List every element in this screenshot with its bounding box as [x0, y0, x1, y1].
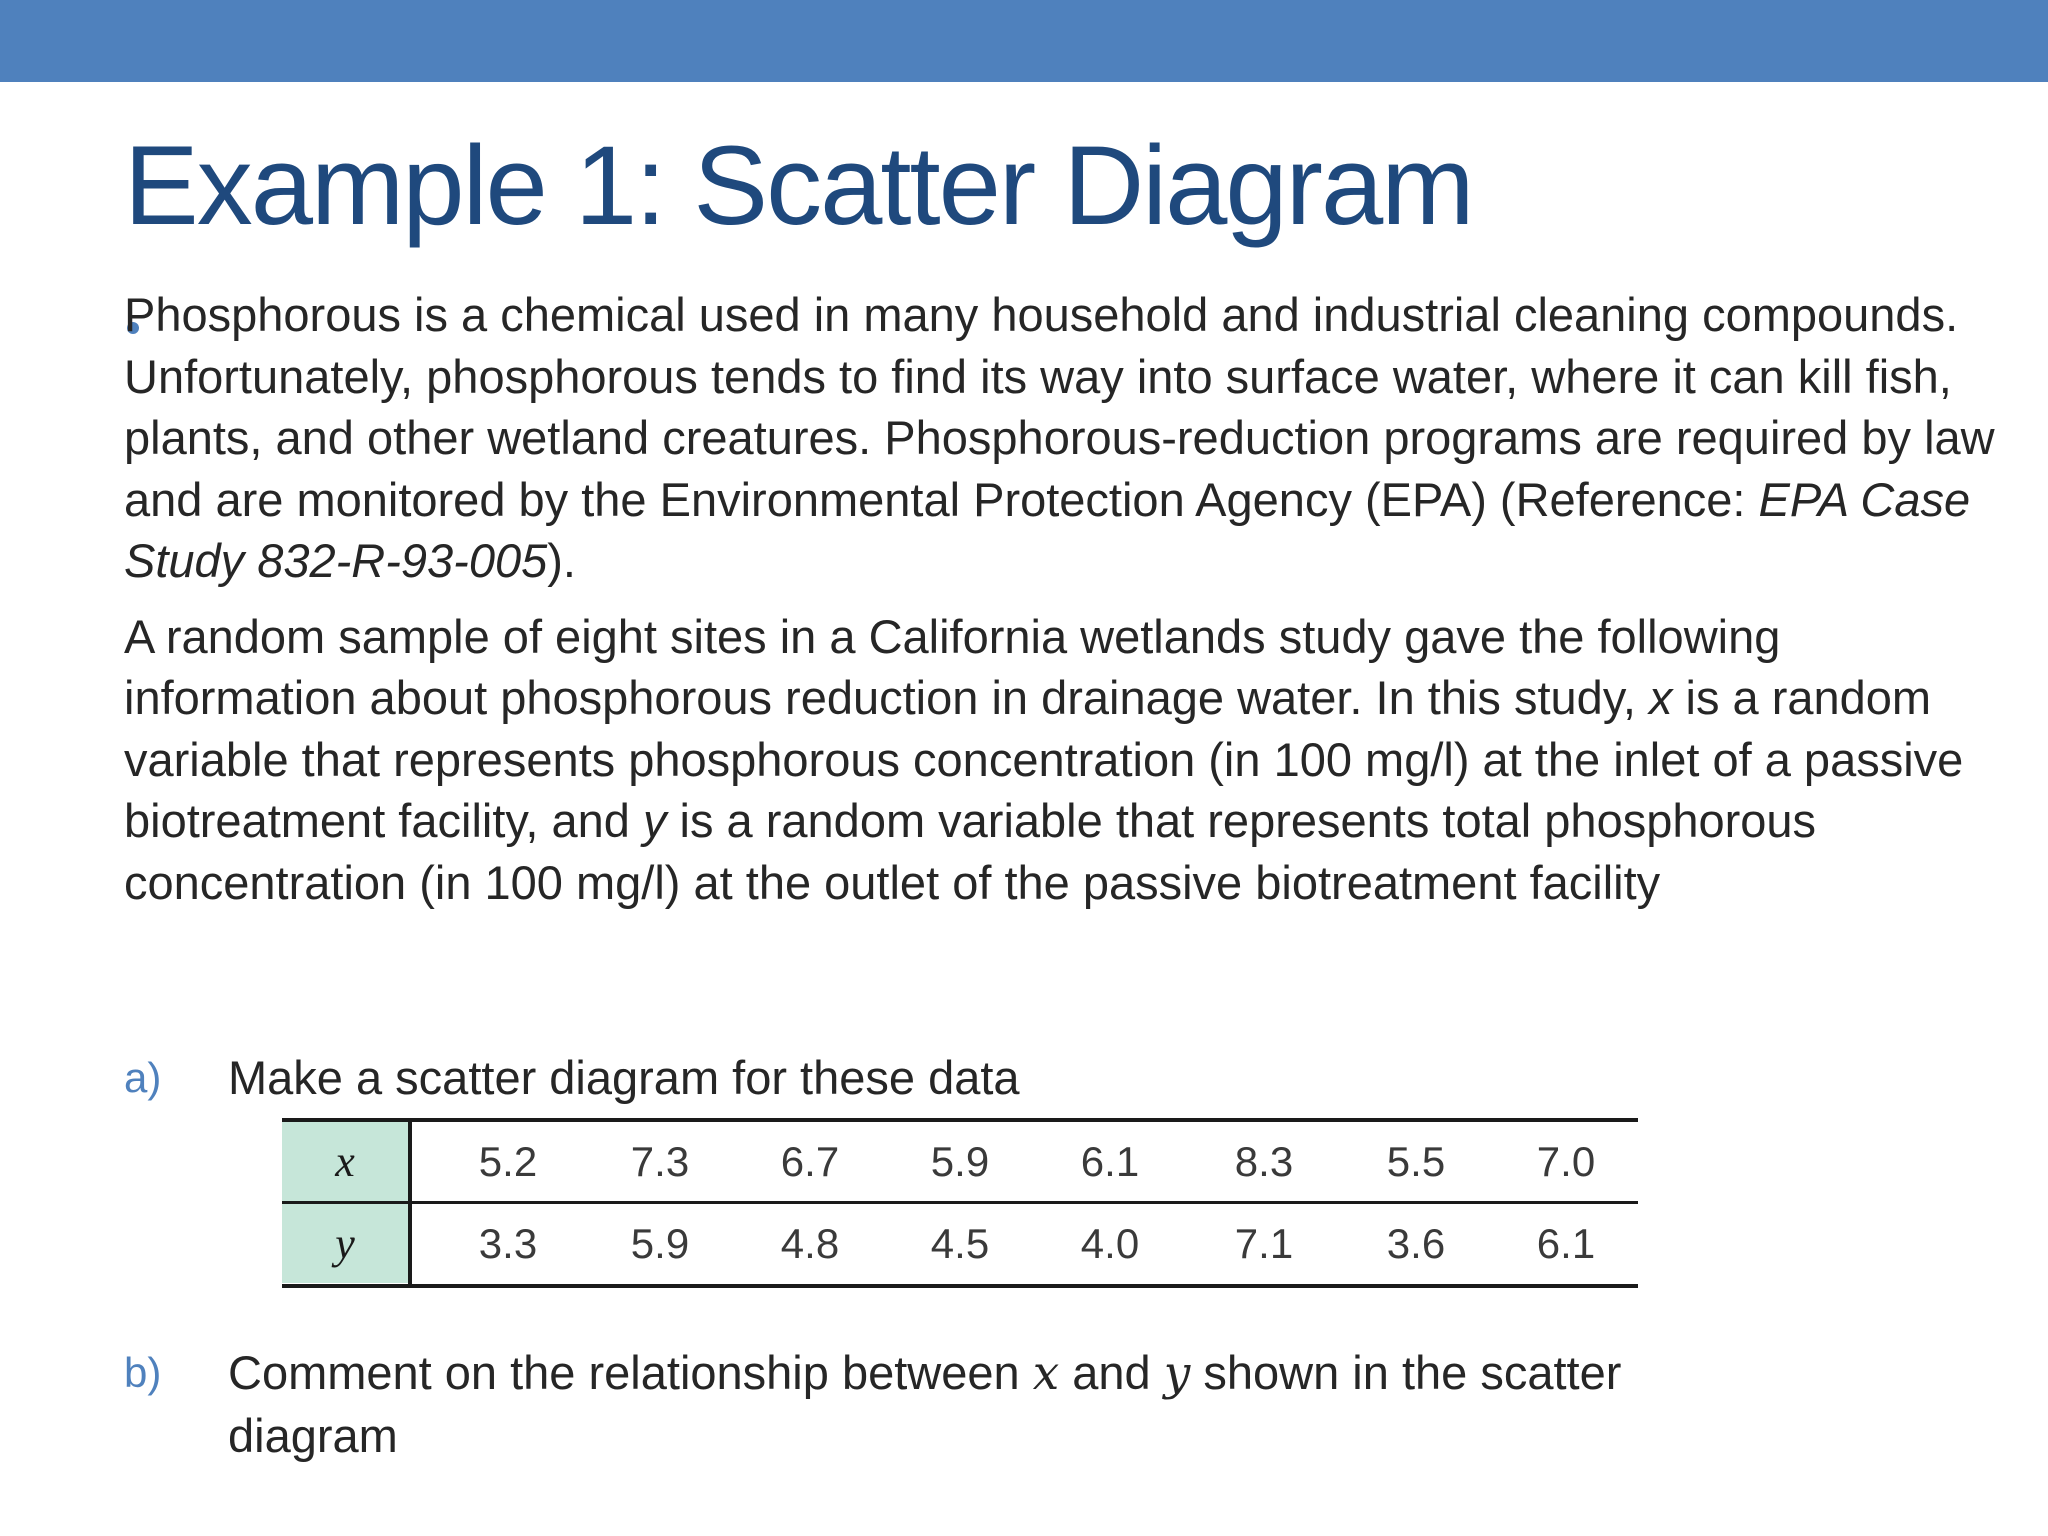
cell-y: 4.8: [780, 1220, 840, 1267]
reference-citation: EPA Case Study 832-R-93-005: [124, 472, 1971, 587]
cell-y: 3.6: [1386, 1220, 1446, 1267]
question-b: [124, 1342, 1824, 1466]
cell-x: 5.9: [930, 1138, 990, 1185]
variable-y: y: [1163, 1346, 1191, 1401]
paragraph-study: [124, 606, 2004, 914]
paragraph-intro: [124, 284, 2004, 592]
table-divider: [408, 1122, 412, 1284]
question-b-text-2: and: [1059, 1346, 1164, 1399]
row-label-x: x: [282, 1122, 408, 1201]
question-b-text-1: Comment on the relationship between: [228, 1346, 1033, 1399]
slide-body: [124, 284, 2004, 913]
top-banner: [0, 0, 2048, 82]
question-a-text: Make a scatter diagram for these data: [228, 1051, 1020, 1104]
cell-x: 7.0: [1536, 1138, 1596, 1185]
study-text-1: A random sample of eight sites in a California wetlands study gave the following information about phosphorous reduction in drainage water. In this study,: [124, 609, 1781, 724]
intro-text: Phosphorous is a chemical used in many household and industrial cleaning compounds. Unfortunately, phosphorous tends to find its way into surface water, where it can kill fish, plants, and other wetland creatures. Phosphorous-reduction programs are required by law and are monitored by the Environmental Protection Agency (EPA) (Reference:: [124, 288, 1995, 526]
variable-x: x: [1648, 671, 1673, 724]
cell-y: 6.1: [1536, 1220, 1596, 1267]
question-b-marker: b): [124, 1349, 162, 1396]
question-a: [124, 1047, 1824, 1109]
cell-y: 7.1: [1234, 1220, 1294, 1267]
cell-y: 3.3: [478, 1220, 538, 1267]
intro-text-end: ).: [547, 534, 576, 587]
variable-y: y: [643, 794, 667, 847]
question-b-text-4: diagram: [228, 1408, 398, 1462]
cell-x: 7.3: [630, 1138, 690, 1185]
row-label-y: y: [282, 1204, 408, 1283]
variable-x: x: [1032, 1346, 1060, 1401]
cell-x: 6.1: [1080, 1138, 1140, 1185]
study-text-3: is a random variable that represents total phosphorous concentration (in 100 mg/l) at the outlet of the passive biotreatment facility: [124, 794, 1817, 909]
question-b-text-3: shown in the scatter: [1190, 1346, 1622, 1399]
cell-x: 5.5: [1386, 1138, 1446, 1185]
cell-x: 6.7: [780, 1138, 840, 1185]
cell-y: 4.5: [930, 1220, 990, 1267]
cell-y: 4.0: [1080, 1220, 1140, 1267]
study-text-2: is a random variable that represents phosphorous concentration (in 100 mg/l) at the inlet of a passive biotreatment facility, and: [124, 671, 1964, 847]
table-rule-bottom: [282, 1284, 1638, 1288]
slide-title: Example 1: Scatter Diagram: [124, 123, 1473, 248]
cell-y: 5.9: [630, 1220, 690, 1267]
cell-x: 8.3: [1234, 1138, 1294, 1185]
cell-x: 5.2: [478, 1138, 538, 1185]
data-table: [282, 1118, 1638, 1288]
question-b-text: [228, 1342, 1621, 1466]
question-a-marker: a): [124, 1054, 162, 1101]
